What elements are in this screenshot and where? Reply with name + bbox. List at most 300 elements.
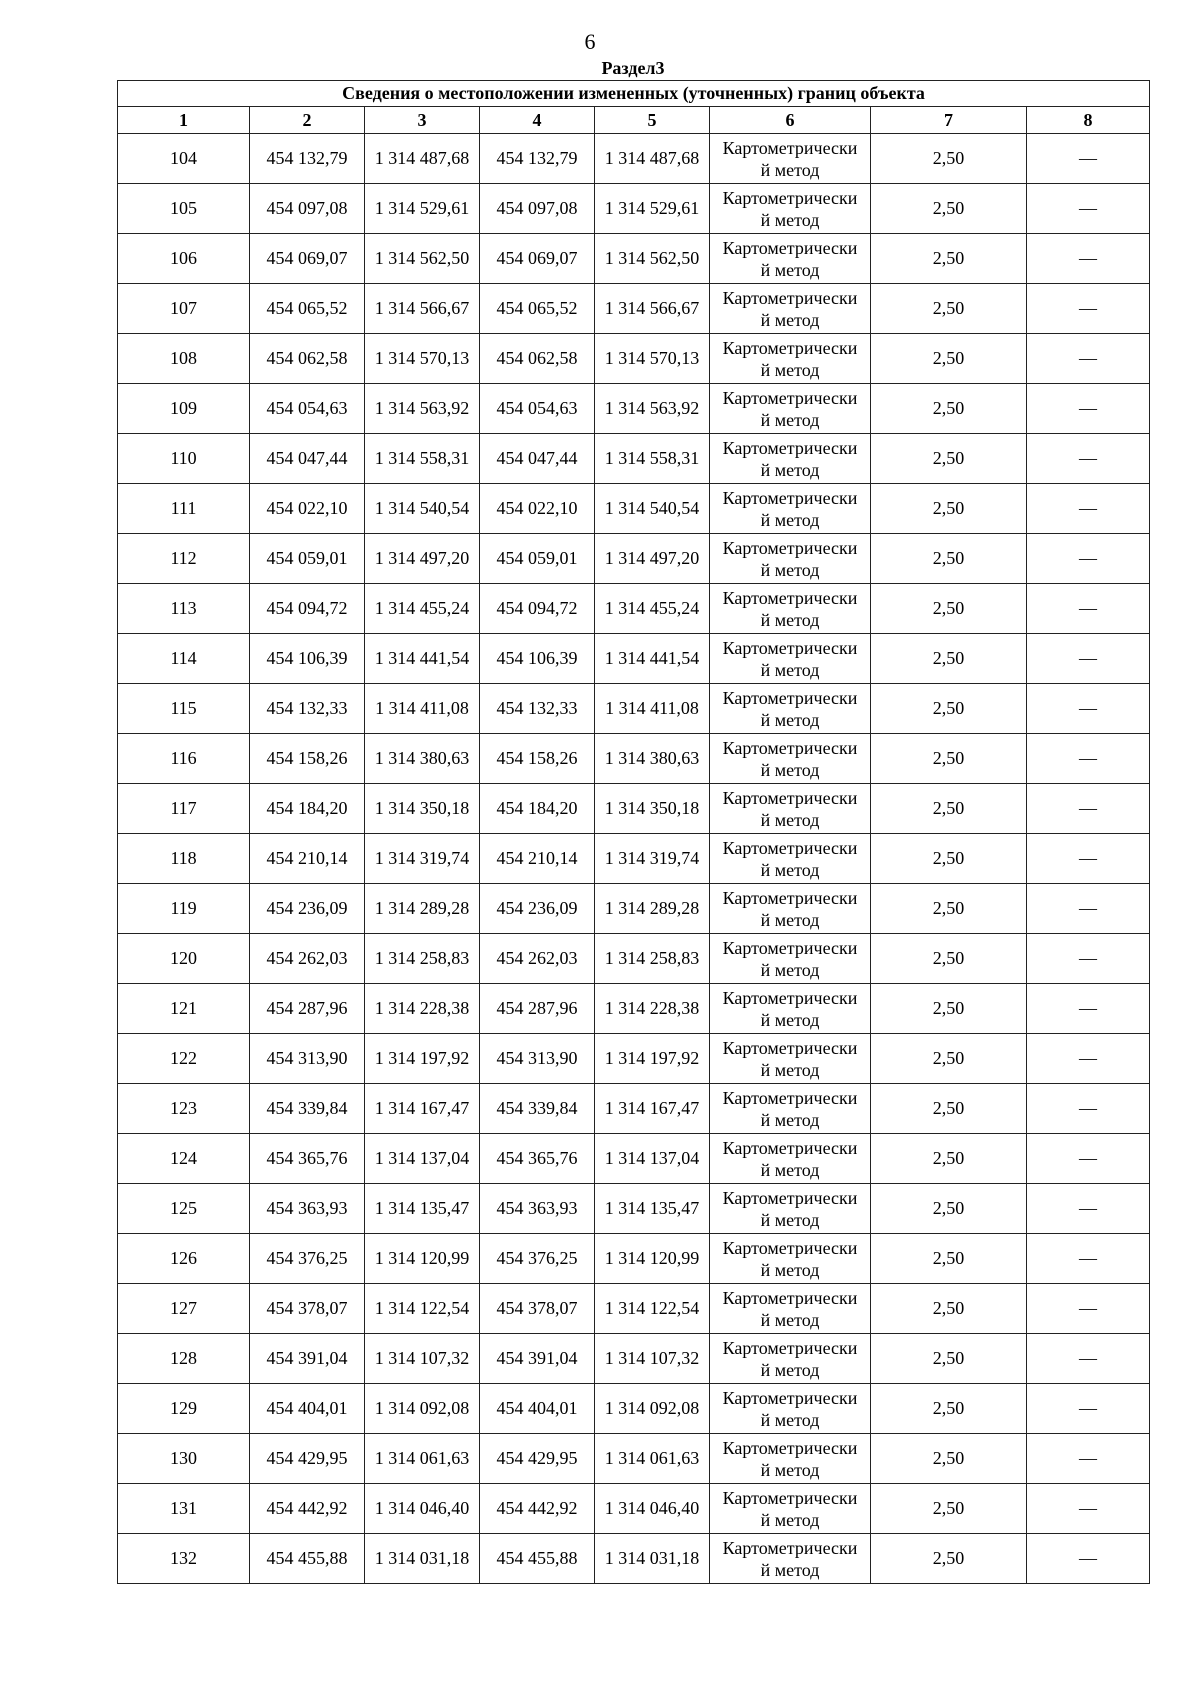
- existing-x-cell: 454 287,96: [250, 984, 365, 1034]
- column-8-cell: —: [1027, 584, 1150, 634]
- new-y-cell: 1 314 562,50: [595, 234, 710, 284]
- existing-x-cell: 454 054,63: [250, 384, 365, 434]
- existing-y-cell: 1 314 092,08: [365, 1384, 480, 1434]
- table-row: [118, 1484, 1150, 1534]
- existing-x-cell: 454 184,20: [250, 784, 365, 834]
- column-8-cell: —: [1027, 184, 1150, 234]
- point-number-cell: 120: [118, 934, 250, 984]
- new-x-cell: 454 339,84: [480, 1084, 595, 1134]
- method-cell: [710, 1284, 871, 1334]
- point-number-cell: 118: [118, 834, 250, 884]
- method-line-2: й метод: [760, 409, 820, 430]
- point-number-cell: 107: [118, 284, 250, 334]
- point-number-cell: 116: [118, 734, 250, 784]
- accuracy-cell: 2,50: [871, 834, 1027, 884]
- method-line-1: Картометрически: [722, 1337, 858, 1358]
- existing-y-cell: 1 314 558,31: [365, 434, 480, 484]
- method-cell: [710, 1134, 871, 1184]
- method-line-1: Картометрически: [722, 1287, 858, 1308]
- accuracy-cell: 2,50: [871, 634, 1027, 684]
- method-line-1: Картометрически: [722, 837, 858, 858]
- point-number-cell: 131: [118, 1484, 250, 1534]
- existing-y-cell: 1 314 061,63: [365, 1434, 480, 1484]
- method-line-1: Картометрически: [722, 937, 858, 958]
- new-y-cell: 1 314 570,13: [595, 334, 710, 384]
- method-cell: [710, 1334, 871, 1384]
- column-number-1: 1: [118, 107, 250, 134]
- column-8-cell: —: [1027, 984, 1150, 1034]
- existing-x-cell: 454 376,25: [250, 1234, 365, 1284]
- method-line-1: Картометрически: [722, 537, 858, 558]
- accuracy-cell: 2,50: [871, 134, 1027, 184]
- accuracy-cell: 2,50: [871, 1334, 1027, 1384]
- column-8-cell: —: [1027, 484, 1150, 534]
- point-number-cell: 106: [118, 234, 250, 284]
- accuracy-cell: 2,50: [871, 784, 1027, 834]
- table-row: [118, 534, 1150, 584]
- column-number-4: 4: [480, 107, 595, 134]
- existing-y-cell: 1 314 107,32: [365, 1334, 480, 1384]
- method-line-2: й метод: [760, 1159, 820, 1180]
- new-y-cell: 1 314 411,08: [595, 684, 710, 734]
- method-line-1: Картометрически: [722, 1487, 858, 1508]
- existing-x-cell: 454 378,07: [250, 1284, 365, 1334]
- accuracy-cell: 2,50: [871, 1534, 1027, 1584]
- method-line-2: й метод: [760, 559, 820, 580]
- new-x-cell: 454 132,33: [480, 684, 595, 734]
- page-number: 6: [584, 29, 596, 54]
- accuracy-cell: 2,50: [871, 434, 1027, 484]
- accuracy-cell: 2,50: [871, 1034, 1027, 1084]
- method-cell: [710, 334, 871, 384]
- existing-y-cell: 1 314 122,54: [365, 1284, 480, 1334]
- accuracy-cell: 2,50: [871, 884, 1027, 934]
- existing-x-cell: 454 069,07: [250, 234, 365, 284]
- new-x-cell: 454 404,01: [480, 1384, 595, 1434]
- new-y-cell: 1 314 497,20: [595, 534, 710, 584]
- existing-x-cell: 454 429,95: [250, 1434, 365, 1484]
- point-number-cell: 111: [118, 484, 250, 534]
- column-8-cell: —: [1027, 234, 1150, 284]
- table-row: [118, 1134, 1150, 1184]
- new-x-cell: 454 184,20: [480, 784, 595, 834]
- column-number-row: [118, 107, 1150, 134]
- existing-y-cell: 1 314 167,47: [365, 1084, 480, 1134]
- method-cell: [710, 184, 871, 234]
- column-number-5: 5: [595, 107, 710, 134]
- column-8-cell: —: [1027, 1534, 1150, 1584]
- accuracy-cell: 2,50: [871, 1134, 1027, 1184]
- table-row: [118, 234, 1150, 284]
- new-x-cell: 454 442,92: [480, 1484, 595, 1534]
- new-x-cell: 454 391,04: [480, 1334, 595, 1384]
- method-cell: [710, 934, 871, 984]
- method-cell: [710, 734, 871, 784]
- column-8-cell: —: [1027, 1134, 1150, 1184]
- method-line-2: й метод: [760, 859, 820, 880]
- accuracy-cell: 2,50: [871, 534, 1027, 584]
- table-row: [118, 484, 1150, 534]
- existing-y-cell: 1 314 197,92: [365, 1034, 480, 1084]
- table-row: [118, 1384, 1150, 1434]
- column-8-cell: —: [1027, 934, 1150, 984]
- new-y-cell: 1 314 487,68: [595, 134, 710, 184]
- new-y-cell: 1 314 441,54: [595, 634, 710, 684]
- column-8-cell: —: [1027, 834, 1150, 884]
- table-row: [118, 684, 1150, 734]
- point-number-cell: 105: [118, 184, 250, 234]
- column-8-cell: —: [1027, 734, 1150, 784]
- new-y-cell: 1 314 197,92: [595, 1034, 710, 1084]
- new-y-cell: 1 314 563,92: [595, 384, 710, 434]
- accuracy-cell: 2,50: [871, 234, 1027, 284]
- existing-x-cell: 454 022,10: [250, 484, 365, 534]
- existing-x-cell: 454 062,58: [250, 334, 365, 384]
- new-x-cell: 454 106,39: [480, 634, 595, 684]
- new-y-cell: 1 314 529,61: [595, 184, 710, 234]
- new-x-cell: 454 158,26: [480, 734, 595, 784]
- new-x-cell: 454 365,76: [480, 1134, 595, 1184]
- new-y-cell: 1 314 319,74: [595, 834, 710, 884]
- method-line-1: Картометрически: [722, 787, 858, 808]
- method-cell: [710, 134, 871, 184]
- existing-x-cell: 454 210,14: [250, 834, 365, 884]
- table-row: [118, 834, 1150, 884]
- new-x-cell: 454 065,52: [480, 284, 595, 334]
- new-x-cell: 454 236,09: [480, 884, 595, 934]
- existing-y-cell: 1 314 570,13: [365, 334, 480, 384]
- method-line-1: Картометрически: [722, 1137, 858, 1158]
- table-row: [118, 884, 1150, 934]
- method-line-2: й метод: [760, 509, 820, 530]
- table-row: [118, 384, 1150, 434]
- accuracy-cell: 2,50: [871, 1284, 1027, 1334]
- table-row: [118, 334, 1150, 384]
- method-line-1: Картометрически: [722, 387, 858, 408]
- table-row: [118, 1334, 1150, 1384]
- point-number-cell: 109: [118, 384, 250, 434]
- new-x-cell: 454 378,07: [480, 1284, 595, 1334]
- column-8-cell: —: [1027, 784, 1150, 834]
- method-line-1: Картометрически: [722, 687, 858, 708]
- accuracy-cell: 2,50: [871, 1484, 1027, 1534]
- column-number-3: 3: [365, 107, 480, 134]
- accuracy-cell: 2,50: [871, 1184, 1027, 1234]
- method-cell: [710, 1234, 871, 1284]
- method-line-2: й метод: [760, 1259, 820, 1280]
- method-line-1: Картометрически: [722, 987, 858, 1008]
- point-number-cell: 112: [118, 534, 250, 584]
- new-y-cell: 1 314 566,67: [595, 284, 710, 334]
- table-row: [118, 734, 1150, 784]
- method-cell: [710, 984, 871, 1034]
- point-number-cell: 122: [118, 1034, 250, 1084]
- accuracy-cell: 2,50: [871, 934, 1027, 984]
- new-x-cell: 454 094,72: [480, 584, 595, 634]
- new-y-cell: 1 314 122,54: [595, 1284, 710, 1334]
- column-8-cell: —: [1027, 1334, 1150, 1384]
- method-line-1: Картометрически: [722, 587, 858, 608]
- point-number-cell: 124: [118, 1134, 250, 1184]
- table-row: [118, 584, 1150, 634]
- method-line-2: й метод: [760, 259, 820, 280]
- method-line-2: й метод: [760, 1109, 820, 1130]
- existing-y-cell: 1 314 529,61: [365, 184, 480, 234]
- table-row: [118, 984, 1150, 1034]
- method-cell: [710, 884, 871, 934]
- method-cell: [710, 584, 871, 634]
- method-cell: [710, 1084, 871, 1134]
- table-caption: Сведения о местоположении измененных (уточненных) границ объекта: [118, 81, 1150, 107]
- method-line-1: Картометрически: [722, 1037, 858, 1058]
- existing-y-cell: 1 314 562,50: [365, 234, 480, 284]
- new-y-cell: 1 314 061,63: [595, 1434, 710, 1484]
- point-number-cell: 104: [118, 134, 250, 184]
- existing-x-cell: 454 442,92: [250, 1484, 365, 1534]
- new-x-cell: 454 287,96: [480, 984, 595, 1034]
- column-number-6: 6: [710, 107, 871, 134]
- method-line-2: й метод: [760, 809, 820, 830]
- new-y-cell: 1 314 540,54: [595, 484, 710, 534]
- new-y-cell: 1 314 135,47: [595, 1184, 710, 1234]
- existing-x-cell: 454 236,09: [250, 884, 365, 934]
- method-line-2: й метод: [760, 359, 820, 380]
- existing-y-cell: 1 314 563,92: [365, 384, 480, 434]
- boundary-coordinates-table: [117, 80, 1150, 1584]
- point-number-cell: 117: [118, 784, 250, 834]
- existing-y-cell: 1 314 120,99: [365, 1234, 480, 1284]
- new-y-cell: 1 314 228,38: [595, 984, 710, 1034]
- column-8-cell: —: [1027, 1484, 1150, 1534]
- accuracy-cell: 2,50: [871, 1084, 1027, 1134]
- accuracy-cell: 2,50: [871, 984, 1027, 1034]
- accuracy-cell: 2,50: [871, 184, 1027, 234]
- existing-x-cell: 454 262,03: [250, 934, 365, 984]
- method-cell: [710, 634, 871, 684]
- table-row: [118, 1284, 1150, 1334]
- column-8-cell: —: [1027, 1284, 1150, 1334]
- existing-y-cell: 1 314 135,47: [365, 1184, 480, 1234]
- new-x-cell: 454 047,44: [480, 434, 595, 484]
- existing-y-cell: 1 314 441,54: [365, 634, 480, 684]
- column-8-cell: —: [1027, 1234, 1150, 1284]
- new-x-cell: 454 097,08: [480, 184, 595, 234]
- method-line-2: й метод: [760, 1559, 820, 1580]
- method-cell: [710, 434, 871, 484]
- table-row: [118, 934, 1150, 984]
- new-x-cell: 454 054,63: [480, 384, 595, 434]
- new-x-cell: 454 429,95: [480, 1434, 595, 1484]
- section-title: Раздел3: [601, 58, 665, 78]
- existing-x-cell: 454 059,01: [250, 534, 365, 584]
- method-line-2: й метод: [760, 1359, 820, 1380]
- new-x-cell: 454 455,88: [480, 1534, 595, 1584]
- method-line-2: й метод: [760, 759, 820, 780]
- column-number-7: 7: [871, 107, 1027, 134]
- method-line-1: Картометрически: [722, 1437, 858, 1458]
- method-line-1: Картометрически: [722, 487, 858, 508]
- method-line-2: й метод: [760, 159, 820, 180]
- method-line-1: Картометрически: [722, 137, 858, 158]
- method-line-1: Картометрически: [722, 237, 858, 258]
- method-line-2: й метод: [760, 309, 820, 330]
- point-number-cell: 114: [118, 634, 250, 684]
- point-number-cell: 115: [118, 684, 250, 734]
- table-row: [118, 1434, 1150, 1484]
- method-line-2: й метод: [760, 1009, 820, 1030]
- existing-x-cell: 454 391,04: [250, 1334, 365, 1384]
- method-line-2: й метод: [760, 1509, 820, 1530]
- method-cell: [710, 484, 871, 534]
- point-number-cell: 132: [118, 1534, 250, 1584]
- new-x-cell: 454 069,07: [480, 234, 595, 284]
- accuracy-cell: 2,50: [871, 384, 1027, 434]
- column-8-cell: —: [1027, 384, 1150, 434]
- accuracy-cell: 2,50: [871, 284, 1027, 334]
- existing-y-cell: 1 314 487,68: [365, 134, 480, 184]
- existing-y-cell: 1 314 566,67: [365, 284, 480, 334]
- method-cell: [710, 1434, 871, 1484]
- method-line-2: й метод: [760, 209, 820, 230]
- column-8-cell: —: [1027, 1184, 1150, 1234]
- accuracy-cell: 2,50: [871, 684, 1027, 734]
- existing-x-cell: 454 132,79: [250, 134, 365, 184]
- method-line-1: Картометрически: [722, 887, 858, 908]
- table-row: [118, 1184, 1150, 1234]
- point-number-cell: 121: [118, 984, 250, 1034]
- accuracy-cell: 2,50: [871, 484, 1027, 534]
- new-x-cell: 454 059,01: [480, 534, 595, 584]
- method-line-1: Картометрически: [722, 287, 858, 308]
- accuracy-cell: 2,50: [871, 334, 1027, 384]
- method-cell: [710, 1034, 871, 1084]
- existing-x-cell: 454 106,39: [250, 634, 365, 684]
- method-line-2: й метод: [760, 609, 820, 630]
- method-line-2: й метод: [760, 709, 820, 730]
- method-line-1: Картометрически: [722, 1087, 858, 1108]
- new-y-cell: 1 314 350,18: [595, 784, 710, 834]
- column-8-cell: —: [1027, 1384, 1150, 1434]
- point-number-cell: 127: [118, 1284, 250, 1334]
- method-line-2: й метод: [760, 959, 820, 980]
- new-y-cell: 1 314 258,83: [595, 934, 710, 984]
- column-8-cell: —: [1027, 884, 1150, 934]
- method-cell: [710, 784, 871, 834]
- point-number-cell: 126: [118, 1234, 250, 1284]
- table-body: [118, 134, 1150, 1584]
- column-8-cell: —: [1027, 1434, 1150, 1484]
- column-8-cell: —: [1027, 134, 1150, 184]
- existing-y-cell: 1 314 540,54: [365, 484, 480, 534]
- method-cell: [710, 234, 871, 284]
- new-x-cell: 454 062,58: [480, 334, 595, 384]
- table-row: [118, 1234, 1150, 1284]
- accuracy-cell: 2,50: [871, 1384, 1027, 1434]
- new-x-cell: 454 376,25: [480, 1234, 595, 1284]
- method-line-2: й метод: [760, 1409, 820, 1430]
- point-number-cell: 108: [118, 334, 250, 384]
- new-x-cell: 454 313,90: [480, 1034, 595, 1084]
- new-x-cell: 454 132,79: [480, 134, 595, 184]
- existing-x-cell: 454 404,01: [250, 1384, 365, 1434]
- existing-x-cell: 454 065,52: [250, 284, 365, 334]
- column-8-cell: —: [1027, 534, 1150, 584]
- method-line-1: Картометрически: [722, 437, 858, 458]
- existing-y-cell: 1 314 319,74: [365, 834, 480, 884]
- table-row: [118, 284, 1150, 334]
- existing-x-cell: 454 455,88: [250, 1534, 365, 1584]
- new-y-cell: 1 314 380,63: [595, 734, 710, 784]
- existing-x-cell: 454 313,90: [250, 1034, 365, 1084]
- new-x-cell: 454 022,10: [480, 484, 595, 534]
- existing-y-cell: 1 314 046,40: [365, 1484, 480, 1534]
- table-row: [118, 1034, 1150, 1084]
- column-8-cell: —: [1027, 434, 1150, 484]
- method-line-2: й метод: [760, 659, 820, 680]
- point-number-cell: 123: [118, 1084, 250, 1134]
- table-row: [118, 184, 1150, 234]
- table-row: [118, 784, 1150, 834]
- column-8-cell: —: [1027, 684, 1150, 734]
- new-y-cell: 1 314 120,99: [595, 1234, 710, 1284]
- point-number-cell: 125: [118, 1184, 250, 1234]
- method-cell: [710, 534, 871, 584]
- existing-y-cell: 1 314 228,38: [365, 984, 480, 1034]
- column-8-cell: —: [1027, 634, 1150, 684]
- existing-y-cell: 1 314 455,24: [365, 584, 480, 634]
- table-row: [118, 434, 1150, 484]
- method-cell: [710, 1484, 871, 1534]
- point-number-cell: 110: [118, 434, 250, 484]
- method-line-2: й метод: [760, 909, 820, 930]
- method-cell: [710, 284, 871, 334]
- method-line-2: й метод: [760, 1209, 820, 1230]
- method-line-2: й метод: [760, 1309, 820, 1330]
- method-line-1: Картометрически: [722, 187, 858, 208]
- method-line-1: Картометрически: [722, 737, 858, 758]
- new-y-cell: 1 314 031,18: [595, 1534, 710, 1584]
- table-row: [118, 134, 1150, 184]
- point-number-cell: 113: [118, 584, 250, 634]
- new-y-cell: 1 314 092,08: [595, 1384, 710, 1434]
- existing-x-cell: 454 158,26: [250, 734, 365, 784]
- existing-x-cell: 454 047,44: [250, 434, 365, 484]
- existing-y-cell: 1 314 350,18: [365, 784, 480, 834]
- method-line-1: Картометрически: [722, 637, 858, 658]
- method-line-2: й метод: [760, 459, 820, 480]
- new-y-cell: 1 314 558,31: [595, 434, 710, 484]
- method-cell: [710, 1384, 871, 1434]
- new-x-cell: 454 363,93: [480, 1184, 595, 1234]
- existing-x-cell: 454 365,76: [250, 1134, 365, 1184]
- method-line-2: й метод: [760, 1059, 820, 1080]
- new-y-cell: 1 314 046,40: [595, 1484, 710, 1534]
- method-line-1: Картометрически: [722, 337, 858, 358]
- point-number-cell: 129: [118, 1384, 250, 1434]
- existing-x-cell: 454 097,08: [250, 184, 365, 234]
- point-number-cell: 128: [118, 1334, 250, 1384]
- new-y-cell: 1 314 289,28: [595, 884, 710, 934]
- new-x-cell: 454 210,14: [480, 834, 595, 884]
- method-line-1: Картометрически: [722, 1537, 858, 1558]
- accuracy-cell: 2,50: [871, 734, 1027, 784]
- method-cell: [710, 384, 871, 434]
- accuracy-cell: 2,50: [871, 584, 1027, 634]
- existing-y-cell: 1 314 289,28: [365, 884, 480, 934]
- method-cell: [710, 684, 871, 734]
- column-number-2: 2: [250, 107, 365, 134]
- method-line-2: й метод: [760, 1459, 820, 1480]
